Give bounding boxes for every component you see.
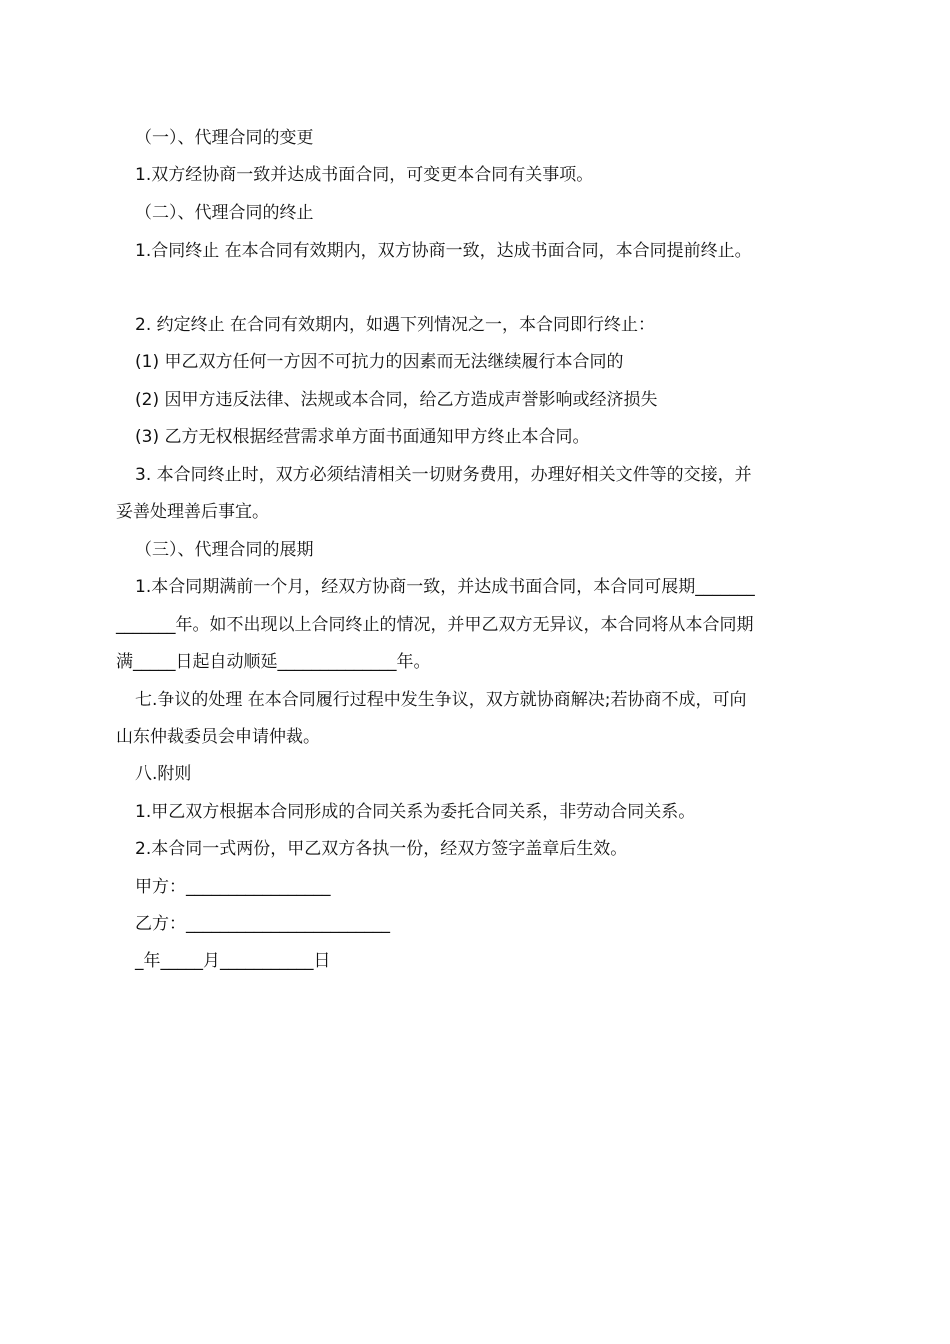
clause-extension-line-1: 1.本合同期满前一个月，经双方协商一致，并达成书面合同，本合同可展期_______ <box>135 577 755 597</box>
clause-extension-line-3: 满_____日起自动顺延______________年。 <box>116 652 431 672</box>
date-line: _年_____月___________日 <box>135 951 331 971</box>
party-b-signature-line: 乙方：________________________ <box>135 914 390 934</box>
clause-termination-3-line-1: 3. 本合同终止时，双方必须结清相关一切财务费用，办理好相关文件等的交接，并 <box>135 465 752 485</box>
termination-item-2: (2) 因甲方违反法律、法规或本合同，给乙方造成声誉影响或经济损失 <box>135 390 658 410</box>
section-heading-appendix: 八.附则 <box>135 764 192 784</box>
party-a-signature-line: 甲方：_________________ <box>135 877 331 897</box>
dispute-clause-line-2: 山东仲裁委员会申请仲裁。 <box>116 727 320 747</box>
termination-item-1: (1) 甲乙双方任何一方因不可抗力的因素而无法继续履行本合同的 <box>135 352 624 372</box>
section-heading-change: （一）、代理合同的变更 <box>135 128 314 148</box>
clause-change-1: 1.双方经协商一致并达成书面合同，可变更本合同有关事项。 <box>135 165 594 185</box>
appendix-clause-2: 2.本合同一式两份，甲乙双方各执一份，经双方签字盖章后生效。 <box>135 839 628 859</box>
termination-item-3: (3) 乙方无权根据经营需求单方面书面通知甲方终止本合同。 <box>135 427 590 447</box>
section-heading-extension: （三）、代理合同的展期 <box>135 540 314 560</box>
clause-extension-line-2: _______年。如不出现以上合同终止的情况，并甲乙双方无异议，本合同将从本合同期 <box>116 615 754 635</box>
clause-termination-2: 2. 约定终止 在合同有效期内，如遇下列情况之一，本合同即行终止： <box>135 315 656 335</box>
appendix-clause-1: 1.甲乙双方根据本合同形成的合同关系为委托合同关系，非劳动合同关系。 <box>135 802 696 822</box>
dispute-clause-line-1: 七.争议的处理 在本合同履行过程中发生争议，双方就协商解决;若协商不成，可向 <box>135 690 747 710</box>
section-heading-termination: （二）、代理合同的终止 <box>135 203 314 223</box>
clause-termination-3-line-2: 妥善处理善后事宜。 <box>116 502 269 522</box>
clause-termination-1: 1.合同终止 在本合同有效期内，双方协商一致，达成书面合同，本合同提前终止。 <box>135 241 752 261</box>
